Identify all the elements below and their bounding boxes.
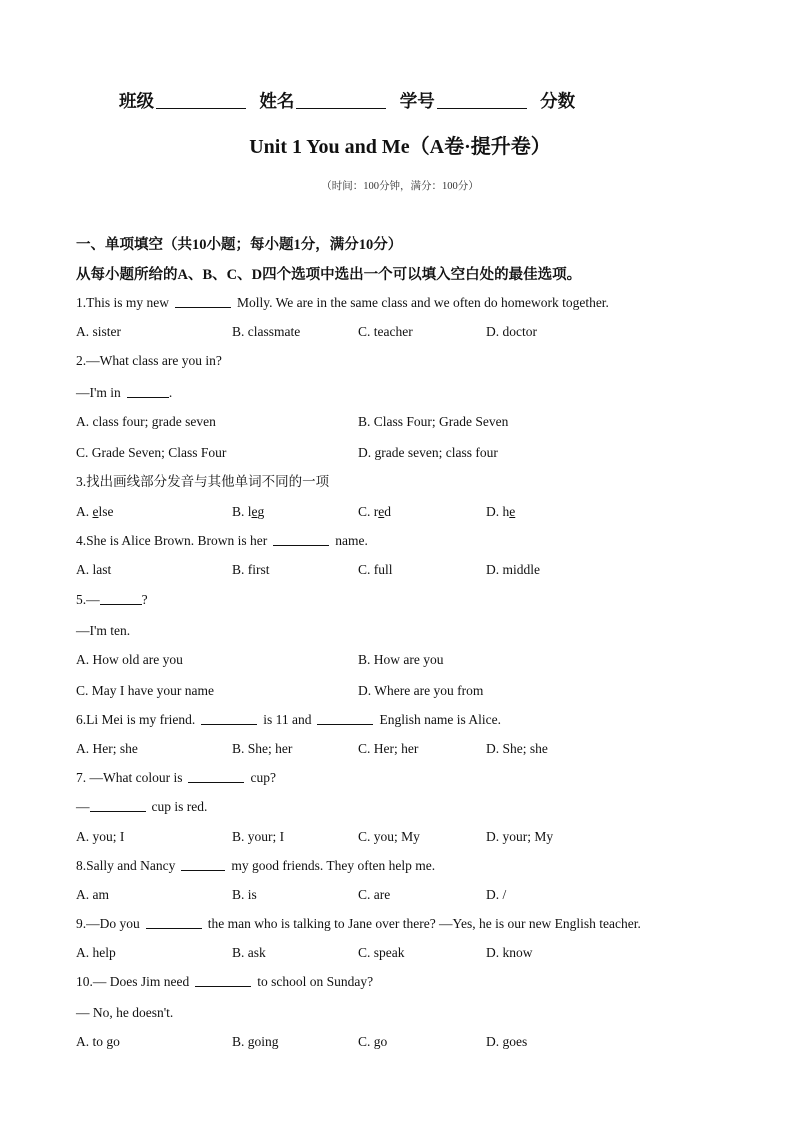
question-6 xyxy=(76,711,501,729)
q1-blank[interactable] xyxy=(175,295,231,308)
q2-option-d[interactable]: D. grade seven; class four xyxy=(358,445,498,460)
score-label: 分数 xyxy=(540,91,576,111)
q5-option-b[interactable]: B. How are you xyxy=(358,652,444,667)
q2-option-c[interactable]: C. Grade Seven; Class Four xyxy=(76,445,227,460)
q8-option-a[interactable]: A. am xyxy=(76,887,109,902)
q6-blank-2[interactable] xyxy=(317,712,373,725)
q3-d-underlined: e xyxy=(509,504,516,519)
q8-text-post: my good friends. They often help me. xyxy=(231,858,436,873)
q1-text-pre: 1.This is my new xyxy=(76,295,169,310)
name-blank[interactable] xyxy=(296,94,386,109)
q9-option-a[interactable]: A. help xyxy=(76,945,116,960)
q4-option-a[interactable]: A. last xyxy=(76,562,112,577)
q8-blank[interactable] xyxy=(181,858,225,871)
q3-option-d[interactable] xyxy=(486,503,515,521)
q3-a-underlined: e xyxy=(92,504,99,519)
student-info-header xyxy=(119,88,575,113)
q2-blank[interactable] xyxy=(127,385,169,398)
q3-b-pre: B. l xyxy=(232,504,252,519)
q3-d-pre: D. h xyxy=(486,504,510,519)
question-10 xyxy=(76,973,373,991)
class-label: 班级 xyxy=(119,91,154,111)
q7-option-d[interactable]: D. your; My xyxy=(486,829,554,844)
q10-blank[interactable] xyxy=(195,974,251,987)
question-8 xyxy=(76,857,435,875)
q2-text-post: . xyxy=(168,385,173,400)
q7-line2-post: cup is red. xyxy=(151,799,208,814)
q3-option-b[interactable] xyxy=(232,503,264,521)
q7-line2-pre: — xyxy=(76,799,90,814)
question-1 xyxy=(76,294,609,312)
section-instruction: 从每小题所给的A、B、C、D四个选项中选出一个可以填入空白处的最佳选项。 xyxy=(76,267,582,283)
q2-option-b[interactable]: B. Class Four; Grade Seven xyxy=(358,414,509,429)
q5-option-c[interactable]: C. May I have your name xyxy=(76,683,214,698)
name-label: 姓名 xyxy=(259,91,295,111)
q8-option-b[interactable]: B. is xyxy=(232,887,257,902)
q9-text-post: the man who is talking to Jane over there? —Yes, he is our new English teacher. xyxy=(207,916,641,931)
q9-option-c[interactable]: C. speak xyxy=(358,945,405,960)
q6-text-pre: 6.Li Mei is my friend. xyxy=(76,712,196,727)
q5-option-a[interactable]: A. How old are you xyxy=(76,652,183,667)
question-5-line2: —I'm ten. xyxy=(76,623,131,638)
q2-text-pre: —I'm in xyxy=(76,385,121,400)
q5-option-d[interactable]: D. Where are you from xyxy=(358,683,484,698)
q3-b-post: g xyxy=(257,504,265,519)
page-title: Unit 1 You and Me（A卷·提升卷） xyxy=(249,136,551,158)
q6-option-c[interactable]: C. Her; her xyxy=(358,741,419,756)
q3-c-underlined: e xyxy=(378,504,385,519)
q10-option-c[interactable]: C. go xyxy=(358,1034,388,1049)
q10-text-post: to school on Sunday? xyxy=(257,974,374,989)
page-subtitle: （时间：100分钟，满分：100分） xyxy=(321,181,479,192)
q10-text-pre: 10.— Does Jim need xyxy=(76,974,190,989)
q6-option-a[interactable]: A. Her; she xyxy=(76,741,138,756)
q7-text-pre: 7. —What colour is xyxy=(76,770,183,785)
q1-option-d[interactable]: D. doctor xyxy=(486,324,537,339)
q4-option-b[interactable]: B. first xyxy=(232,562,270,577)
q10-option-a[interactable]: A. to go xyxy=(76,1034,120,1049)
q8-option-c[interactable]: C. are xyxy=(358,887,391,902)
q3-option-c[interactable] xyxy=(358,503,391,521)
question-3: 3.找出画线部分发音与其他单词不同的一项 xyxy=(76,474,330,489)
q6-blank-1[interactable] xyxy=(201,712,257,725)
q4-text-post: name. xyxy=(335,533,368,548)
id-blank[interactable] xyxy=(437,94,527,109)
q9-text-pre: 9.—Do you xyxy=(76,916,140,931)
class-blank[interactable] xyxy=(156,94,246,109)
q3-c-pre: C. r xyxy=(358,504,379,519)
q7-option-b[interactable]: B. your; I xyxy=(232,829,285,844)
q1-option-b[interactable]: B. classmate xyxy=(232,324,301,339)
q6-text-post: English name is Alice. xyxy=(379,712,501,727)
question-2-line2 xyxy=(76,384,172,402)
q8-text-pre: 8.Sally and Nancy xyxy=(76,858,176,873)
question-7-line2 xyxy=(76,798,207,816)
q3-a-pre: A. xyxy=(76,504,93,519)
q6-option-b[interactable]: B. She; her xyxy=(232,741,293,756)
q1-option-a[interactable]: A. sister xyxy=(76,324,121,339)
q3-b-underlined: e xyxy=(251,504,258,519)
question-9 xyxy=(76,915,641,933)
question-7 xyxy=(76,769,276,787)
q3-option-a[interactable] xyxy=(76,503,114,521)
q1-text-post: Molly. We are in the same class and we often do homework together. xyxy=(237,295,609,310)
q2-option-a[interactable]: A. class four; grade seven xyxy=(76,414,216,429)
q10-option-b[interactable]: B. going xyxy=(232,1034,279,1049)
q7-text-post: cup? xyxy=(250,770,276,785)
id-label: 学号 xyxy=(399,91,435,111)
section-heading: 一、单项填空（共10小题；每小题1分，满分10分） xyxy=(76,237,403,253)
q8-option-d[interactable]: D. / xyxy=(486,887,507,902)
question-4 xyxy=(76,532,368,550)
q7-blank-2[interactable] xyxy=(90,799,146,812)
q6-option-d[interactable]: D. She; she xyxy=(486,741,548,756)
q3-c-post: d xyxy=(384,504,391,519)
q7-blank-1[interactable] xyxy=(188,770,244,783)
q7-option-c[interactable]: C. you; My xyxy=(358,829,420,844)
q9-blank[interactable] xyxy=(146,916,202,929)
q5-text-post: ? xyxy=(141,592,148,607)
q9-option-d[interactable]: D. know xyxy=(486,945,533,960)
q9-option-b[interactable]: B. ask xyxy=(232,945,266,960)
q10-option-d[interactable]: D. goes xyxy=(486,1034,528,1049)
question-10-line2: — No, he doesn't. xyxy=(76,1005,174,1020)
q5-blank[interactable] xyxy=(100,592,142,605)
question-5 xyxy=(76,591,148,609)
q4-option-c[interactable]: C. full xyxy=(358,562,393,577)
q6-text-mid: is 11 and xyxy=(263,712,312,727)
q5-text-pre: 5.— xyxy=(76,592,100,607)
q1-option-c[interactable]: C. teacher xyxy=(358,324,413,339)
q4-text-pre: 4.She is Alice Brown. Brown is her xyxy=(76,533,268,548)
q4-option-d[interactable]: D. middle xyxy=(486,562,540,577)
q7-option-a[interactable]: A. you; I xyxy=(76,829,125,844)
q4-blank[interactable] xyxy=(273,533,329,546)
question-2: 2.—What class are you in? xyxy=(76,353,222,368)
q3-a-post: lse xyxy=(98,504,114,519)
